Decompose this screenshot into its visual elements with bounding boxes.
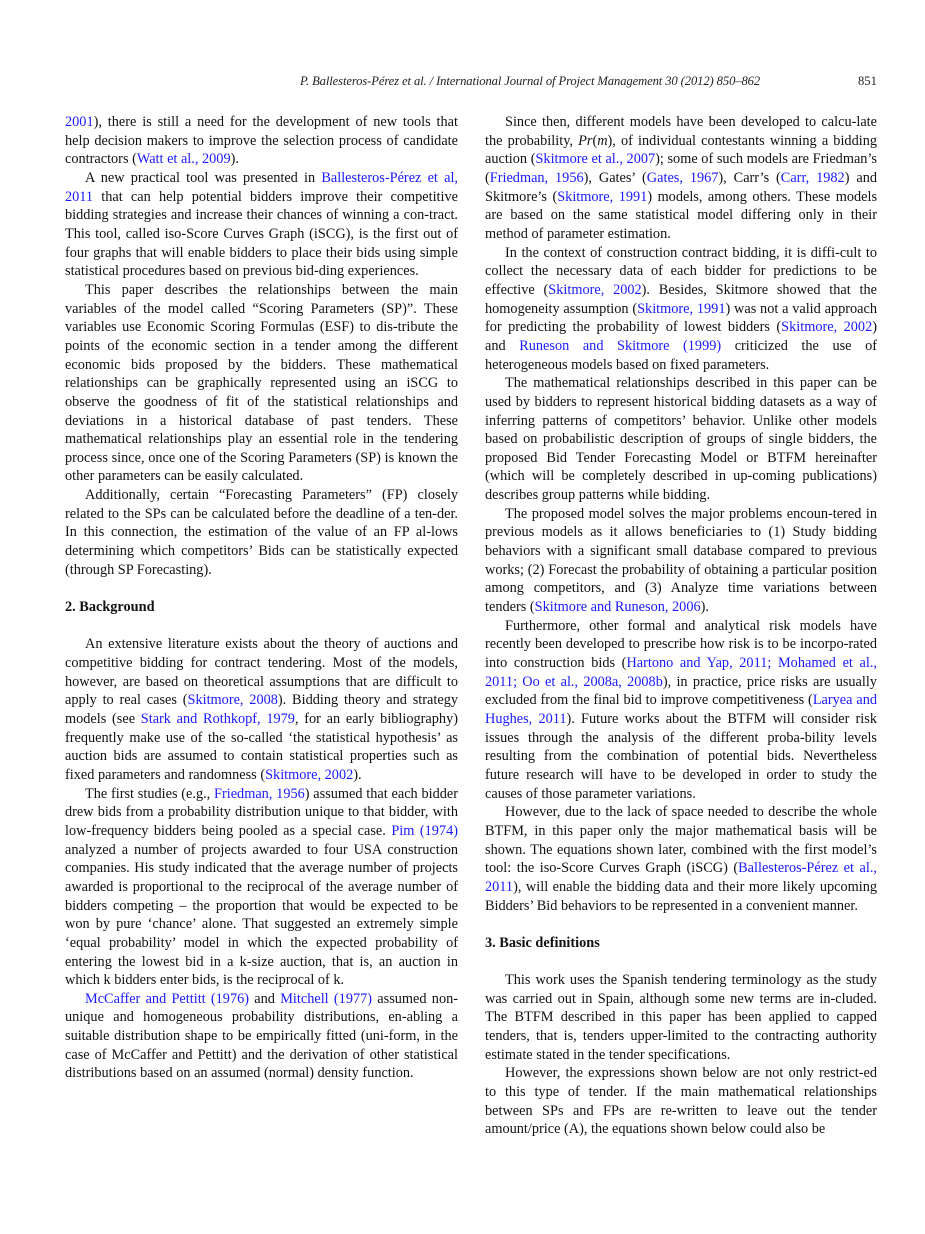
body-text: ). Besides, Skitmore showed that the homogeneity assumption ( [485,281,877,317]
section-spacer [485,915,877,934]
paragraph [65,113,458,169]
citation-link[interactable]: Pim (1974) [391,822,458,839]
paragraph [65,990,458,1083]
paragraph [485,971,877,1064]
body-text: ) was not a valid approach for predicting the probability of lowest bidders ( [485,300,877,336]
body-text: However, the expressions shown below are not only restrict-ed to this type of tender. If the main mathematical relationships between SPs and FPs are re-written to leave out the tender amount/price (A), the equations shown below could also be [485,1065,877,1138]
citation-link[interactable]: Laryea and Hughes, 2011 [485,692,877,727]
body-text: Furthermore, other formal and analytical risk models have recently been developed to prescribe how risk is to be incorpo-rated into construction bids ( [485,617,877,672]
citation-link[interactable]: Gates, 1967 [646,169,719,186]
section-heading-basic-definitions: 3. Basic definitions [485,934,600,951]
citation-link[interactable]: Hartono and Yap, 2011; Mohamed et al., 2011; Oo et al., 2008a, 2008b [485,655,877,690]
body-text: However, due to the lack of space needed to describe the whole BTFM, in this paper only the major mathematical basis will be shown. The equations shown later, combined with the first model’s tool: the iso-Score Curves Graph (iSCG) ( [485,804,877,877]
section-spacer [65,579,458,598]
body-text: ), in practice, price risks are usually excluded from the final bid to improve competitiveness ( [485,673,877,709]
body-text: ), Carr’s ( [718,169,781,186]
citation-link[interactable]: Mitchell (1977) [280,990,373,1007]
citation-link[interactable]: 2001 [65,114,94,130]
section-spacer [485,953,877,972]
paragraph [65,635,458,784]
body-text: ). [230,151,239,168]
body-text: ). Future works about the BTFM will consider risk issues through the analysis of the different proba-bility levels resulting from the combination of potential bids. Nevertheless future research will have to be developed in order to study the causes of those parameter variations. [485,711,877,802]
body-text: , for an early bibliography) frequently make use of the so-called ‘the statistical hypothesis’ as auction bids are assumed to contain statistical properties such as fixed parameters and randomness ( [65,710,458,783]
section-heading-background: 2. Background [65,599,155,616]
citation-link[interactable]: Ballesteros-Pérez et al, 2011 [65,169,458,205]
body-text: analyzed a number of projects awarded to four USA construction companies. His study indicated that the average number of projects awarded is proportional to the reciprocal of the average number of bidders competing – the proportion that would be expected to be won by pure ‘chance’ alone. That suggested an extremely simple ‘equal probability’ model in which the expected probability of entering the lowest bid in a k-size auction, that is, an auction in which k bidders enter bids, is the reciprocal of k. [65,841,458,989]
body-text: ). [353,766,362,783]
body-text: ), will enable the bidding data and their more likely upcoming Bidders’ Bid behaviors to be represented in a convenient manner. [485,878,877,914]
paragraph [485,374,877,505]
body-text: ). [700,599,709,616]
citation-link[interactable]: Carr, 1982 [780,169,845,186]
citation-link[interactable]: Skitmore, 2008 [187,692,278,709]
right-column [485,113,877,1139]
body-text: ), there is still a need for the development of new tools that help decision makers to improve the selection process of candidate contractors ( [65,114,458,168]
citation-link[interactable]: Skitmore, 2002 [548,281,642,298]
body-text: A new practical tool was presented in [85,169,322,186]
paragraph [485,803,877,915]
citation-link[interactable]: McCaffer and Pettitt (1976) [85,990,250,1007]
citation-link[interactable]: Ballesteros-Pérez et al., 2011 [485,860,877,895]
citation-link[interactable]: Skitmore, 2002 [781,319,873,336]
body-text: and [249,990,281,1007]
paragraph [485,1064,877,1139]
citation-link[interactable]: Stark and Rothkopf, 1979 [140,710,295,727]
citation-link[interactable]: Skitmore, 1991 [637,300,726,317]
body-text: In the context of construction contract bidding, it is diffi-cult to collect the necessary data of each bidder for predictions to be effective ( [485,244,877,298]
citation-link[interactable]: Skitmore, 2002 [265,766,354,783]
section-spacer [65,617,458,636]
body-text: The mathematical relationships described in this paper can be used by bidders to represent historical bidding datasets as a way of inferring patterns of competitors’ behavior. Unlike other models based on probabilistic description of groups of single bidders, the proposed Bid Tender Forecasting Model or BTFM hereinafter (which will be completely described in up-coming publications) describes group patterns while bidding. [485,375,877,504]
body-text: An extensive literature exists about the theory of auctions and competitive bidding for contract tendering. Most of the models, however, are based on theoretical assumptions that are difficult to apply to real cases ( [65,636,458,709]
italic-text: m [597,132,608,149]
paragraph [65,281,458,486]
body-text: This paper describes the relationships between the main variables of the model called “Scoring Parameters (SP)”. These variables use Economic Scoring Formulas (ESF) to dis-tribute the points of the economic section in a tender among the different economic bids proposed by the bidders. These mathematical relationships can be graphically represented using an iSCG to observe the goodness of fit of the statistical relationships and deviations in a historical database of past tenders. These mathematical relationships play an essential role in the tendering process since, once one of the Scoring Parameters (SP) is known the other parameters can be easily calculated. [65,281,458,485]
body-text: ( [592,132,598,149]
citation-link[interactable]: Runeson and Skitmore (1999) [519,337,722,354]
left-column [65,113,458,1083]
body-text: Since then, different models have been developed to calcu-late the probability, [485,114,877,149]
citation-link[interactable]: Skitmore and Runeson, 2006 [534,599,701,616]
body-text: assumed non-unique and homogeneous probability distributions, en-abling a suitable distribution shape to be empirically fitted (uni-form, in the case of McCaffer and Pettitt) and the derivation of other statistical distributions based on an assumed (normal) density function. [65,990,459,1082]
body-text: ); some of such models are Friedman’s ( [485,151,877,186]
paragraph [65,486,458,579]
paragraph [65,169,458,281]
page-header [0,74,925,92]
page-number: 851 [858,74,877,88]
paragraph [485,505,877,617]
body-text: ) models, among others. These models are based on the same statistical model differing only in their method of parameter estimation. [485,188,878,242]
body-text: This work uses the Spanish tendering terminology as the study was carried out in Spain, although some new terms are in-cluded. The BTFM described in this paper has been applied to capped tenders, that is, tenders upper-limited to the contracting authority estimate stated in the tender specifications. [485,972,877,1063]
citation-link[interactable]: Watt et al., 2009 [136,151,231,168]
body-text: ). Bidding theory and strategy models (see [65,692,458,727]
body-text: Additionally, certain “Forecasting Parameters” (FP) closely related to the SPs can be calculated before the deadline of a ten-der. In this connection, the estimation of the value of an FP al-lows determining which competitors’ Bids can be statistically expected (through SP Forecasting). [65,487,458,578]
citation-link[interactable]: Friedman, 1956 [489,169,584,186]
citation-link[interactable]: Skitmore, 1991 [557,188,648,205]
citation-link[interactable]: Skitmore et al., 2007 [535,151,656,168]
paragraph [485,244,877,375]
paragraph [485,113,877,244]
body-text: The first studies (e.g., [85,785,215,802]
body-text: ) and Skitmore’s ( [485,169,878,205]
body-text: The proposed model solves the major problems encoun-tered in previous models as it allows beneficiaries to (1) Study bidding behaviors with a significant small database compared to previous works; (2) Forecast the probability of obtaining a particular position among competitors, and (3) Analyze time variations between tenders ( [485,505,877,616]
body-text: ), of individual contestants winning a bidding auction ( [485,132,877,168]
body-text: that can help potential bidders improve their competitive bidding strategies and increase their chances of winning a con-tract. This tool, called iso-Score Curves Graph (iSCG), is the first out of four graphs that will enable bidders to place their bids using simple statistical procedures based on previous bid-ding experiences. [65,188,458,280]
body-text: ) assumed that each bidder drew bids from a probability distribution unique to that bidder, with low-frequency bidders being pooled as a special case. [65,785,458,839]
body-text: ) and [485,319,877,354]
body-text: ), Gates’ ( [583,169,647,186]
paragraph [65,785,458,990]
body-text: criticized the use of heterogeneous models based on fixed parameters. [485,337,877,373]
citation-link[interactable]: Friedman, 1956 [214,785,305,802]
italic-text: Pr [578,132,593,149]
paragraph [485,617,877,804]
running-head: P. Ballesteros-Pérez et al. / International Journal of Project Management 30 (2012) 850–862 [300,74,761,88]
